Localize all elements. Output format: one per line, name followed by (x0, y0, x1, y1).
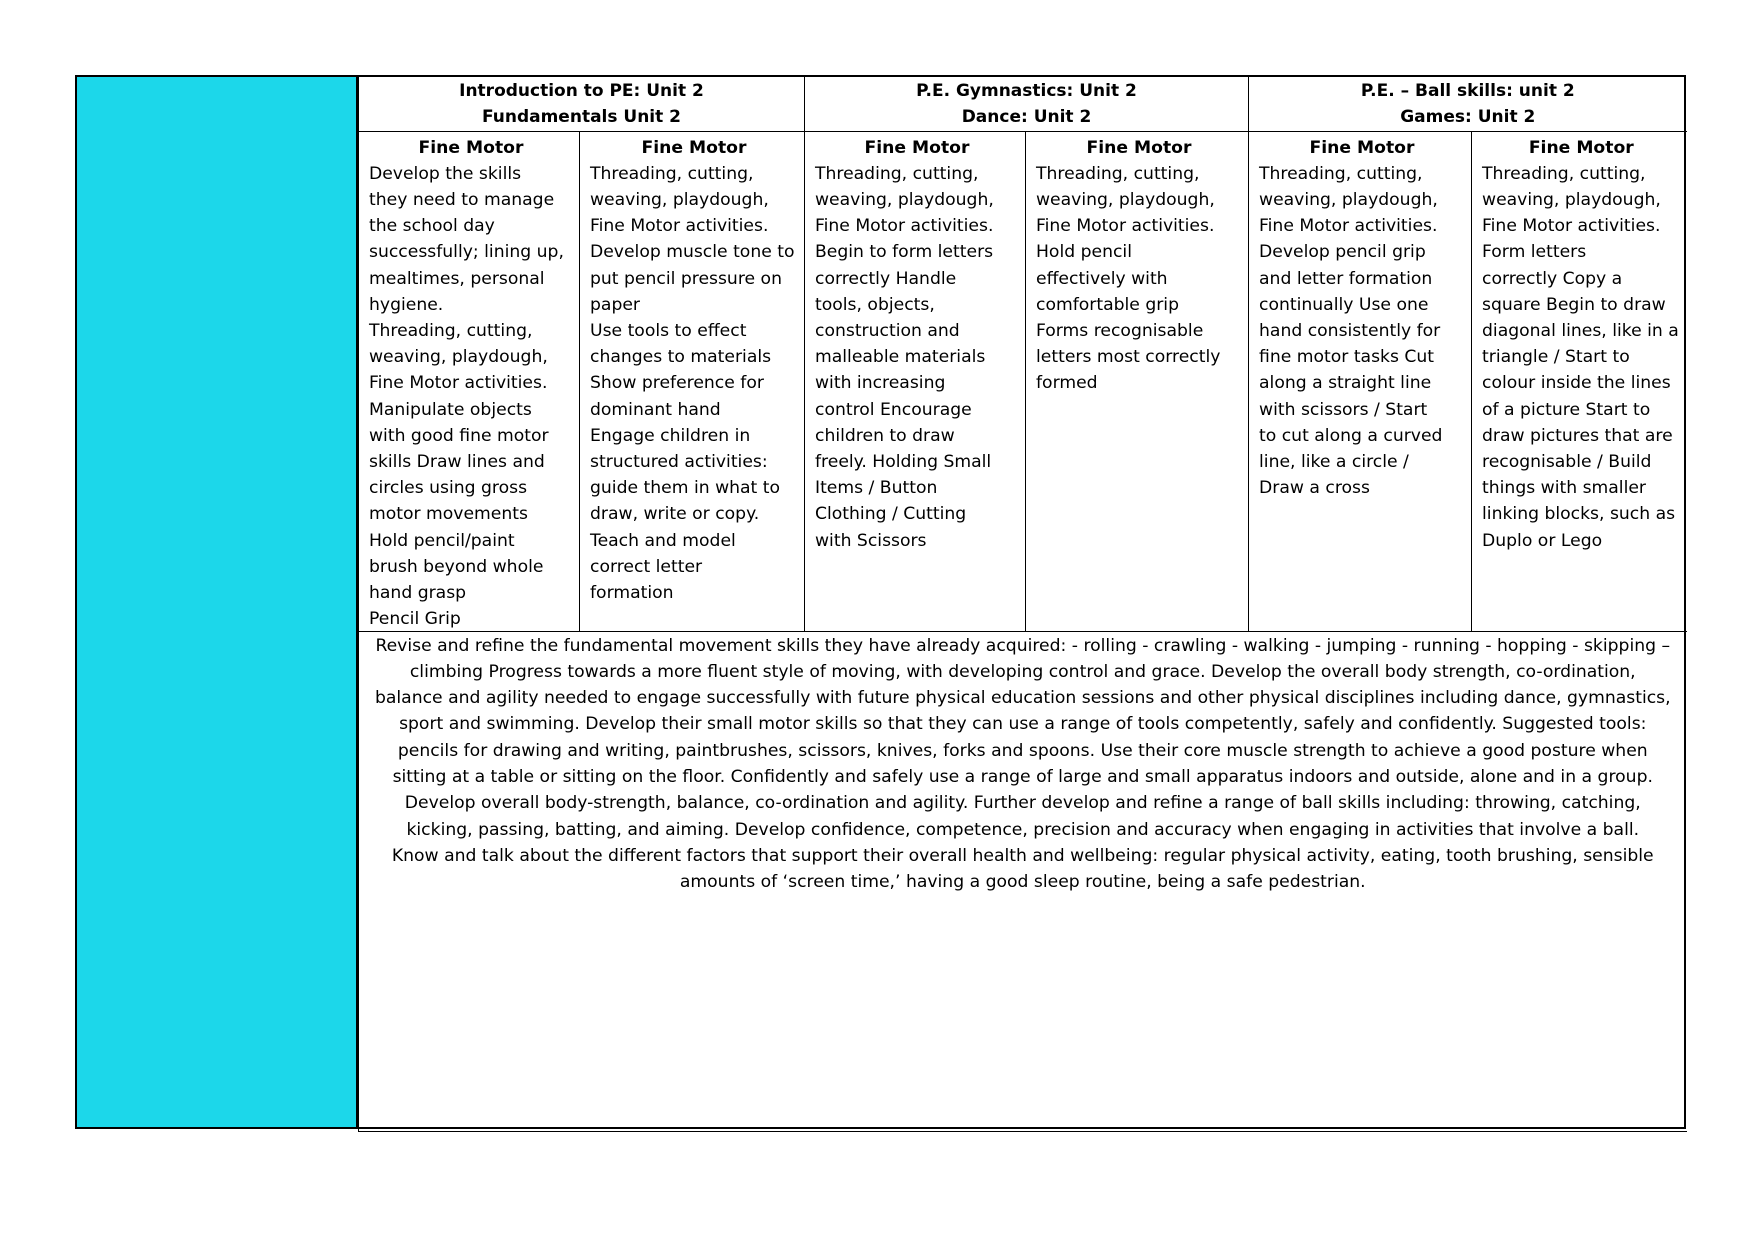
fine-motor-cell (1249, 131, 1472, 631)
cell-title: Fine Motor (1309, 137, 1415, 158)
fine-motor-row (359, 131, 1687, 631)
unit-title: P.E. Gymnastics: Unit 2 (916, 81, 1137, 101)
cell-title: Fine Motor (1528, 137, 1634, 158)
unit-header-row (359, 77, 1687, 131)
fine-motor-cell (580, 131, 805, 631)
cell-title: Fine Motor (864, 137, 970, 158)
unit-subtitle: Games: Unit 2 (1400, 106, 1536, 127)
curriculum-table (358, 77, 1687, 1132)
fine-motor-cell (1026, 131, 1249, 631)
unit-subtitle: Fundamentals Unit 2 (481, 106, 682, 127)
cell-body: Threading, cutting, weaving, playdough, Fine Motor activities. Hold pencil effectively with comfortable grip Forms recognisable letters most correctly formed (1036, 163, 1221, 394)
colour-sidebar (77, 77, 358, 1127)
cell-body: Develop the skills they need to manage the school day successfully; lining up, mealtimes, personal hygiene. Threading, cutting, weaving, playdough, Fine Motor activities. Manipulate objects with good fine motor skills Draw lines and circles using gross motor movements Hold pencil/paint brush beyond whole hand grasp Pencil Grip (369, 163, 564, 630)
summary-text: Revise and refine the fundamental movement skills they have already acquired: - rolling - crawling - walking - jumping - running - hopping - skipping – climbing Progress towards a more fluent style of moving, with developing control and grace. Develop the overall body strength, co-ordination, balance and agility needed to engage successfully with future physical education sessions and other physical disciplines including dance, gymnastics, sport and swimming. Develop their small motor skills so that they can use a range of tools competently, safely and confidently. Suggested tools: pencils for drawing and writing, paintbrushes, scissors, knives, forks and spoons. Use their core muscle strength to achieve a good posture when sitting at a table or sitting on the floor. Confidently and safely use a range of large and small apparatus indoors and outside, alone and in a group. Develop overall body-strength, balance, co-ordination and agility. Further develop and refine a range of ball skills including: throwing, catching, kicking, passing, batting, and aiming. Develop confidence, competence, precision and accuracy when engaging in activities that involve a ball. Know and talk about the different factors that support their overall health and wellbeing: regular physical activity, eating, tooth brushing, sensible amounts of ‘screen time,’ having a good sleep routine, being a safe pedestrian. (374, 635, 1671, 893)
cell-body: Threading, cutting, weaving, playdough, Fine Motor activities. Develop muscle tone to put pencil pressure on paper Use tools to effect changes to materials Show preference for dominant hand Engage children in structured activities: guide them in what to draw, write or copy. Teach and model correct letter formation (590, 163, 795, 603)
summary-cell (359, 631, 1687, 1131)
cell-title: Fine Motor (641, 137, 747, 158)
unit-header-ball-skills (1249, 77, 1687, 131)
fine-motor-cell (1472, 131, 1687, 631)
summary-row (359, 631, 1687, 1131)
cell-title: Fine Motor (1086, 137, 1192, 158)
fine-motor-cell (805, 131, 1026, 631)
unit-title: P.E. – Ball skills: unit 2 (1360, 81, 1575, 101)
unit-subtitle: Dance: Unit 2 (961, 106, 1092, 127)
cell-body: Threading, cutting, weaving, playdough, Fine Motor activities. Develop pencil grip and letter formation continually Use one hand consistently for fine motor tasks Cut along a straight line with scissors / Start to cut along a curved line, like a circle / Draw a cross (1259, 163, 1443, 499)
unit-header-intro (359, 77, 805, 131)
unit-title: Introduction to PE: Unit 2 (459, 81, 704, 101)
cell-body: Threading, cutting, weaving, playdough, Fine Motor activities. Begin to form letters correctly Handle tools, objects, construction and malleable materials with increasing control Encourage children to draw freely. Holding Small Items / Button Clothing / Cutting with Scissors (815, 163, 994, 551)
curriculum-sheet (75, 75, 1686, 1129)
cell-title: Fine Motor (418, 137, 524, 158)
fine-motor-cell (359, 131, 580, 631)
unit-header-gymnastics (805, 77, 1249, 131)
cell-body: Threading, cutting, weaving, playdough, Fine Motor activities. Form letters correctly Copy a square Begin to draw diagonal lines, like in a triangle / Start to colour inside the lines of a picture Start to draw pictures that are recognisable / Build things with smaller linking blocks, such as Duplo or Lego (1482, 163, 1679, 551)
